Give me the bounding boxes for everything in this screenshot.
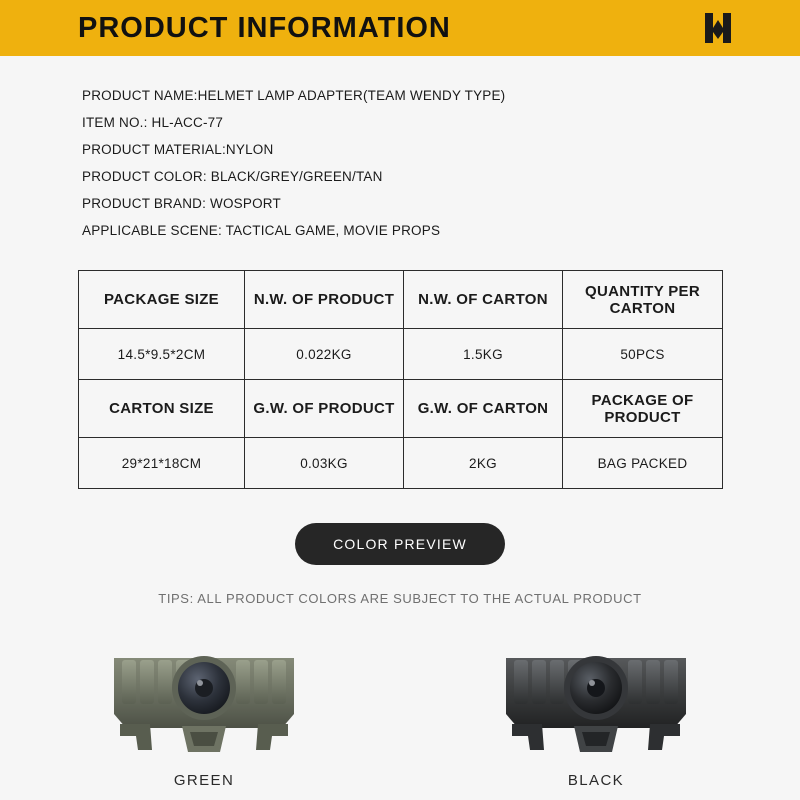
table-header-cell: QUANTITY PER CARTON — [563, 271, 723, 329]
spec-list — [0, 56, 800, 252]
table-cell: 14.5*9.5*2CM — [79, 329, 245, 380]
table-cell: 1.5KG — [404, 329, 563, 380]
table-header-cell: PACKAGE OF PRODUCT — [563, 380, 723, 438]
table-row — [79, 438, 723, 489]
swatch-label: GREEN — [173, 772, 235, 789]
table-row — [79, 271, 723, 329]
page-header — [0, 0, 800, 56]
packaging-table — [78, 270, 723, 489]
spec-line: ITEM NO.: HL-ACC-77 — [82, 115, 224, 130]
color-swatch-row — [0, 628, 800, 789]
swatch-label: BLACK — [567, 772, 625, 789]
wosport-w-logo-icon — [700, 7, 742, 49]
packaging-table-wrapper — [78, 270, 722, 489]
table-cell: 0.03KG — [245, 438, 404, 489]
table-header-cell: N.W. OF PRODUCT — [245, 271, 404, 329]
color-tips-text: TIPS: ALL PRODUCT COLORS ARE SUBJECT TO THE ACTUAL PRODUCT — [158, 591, 642, 606]
table-header-cell: G.W. OF CARTON — [404, 380, 563, 438]
table-header-cell: N.W. OF CARTON — [404, 271, 563, 329]
spec-line: PRODUCT COLOR: BLACK/GREY/GREEN/TAN — [82, 169, 383, 184]
page-body — [0, 56, 800, 800]
table-header-cell: PACKAGE SIZE — [79, 271, 245, 329]
color-swatch-green — [86, 628, 322, 789]
helmet-lamp-adapter-black-icon — [478, 628, 714, 758]
color-preview-section — [0, 523, 800, 565]
color-swatch-black — [478, 628, 714, 789]
helmet-lamp-adapter-green-icon — [86, 628, 322, 758]
table-cell: 0.022KG — [245, 329, 404, 380]
spec-line: APPLICABLE SCENE: TACTICAL GAME, MOVIE PROPS — [82, 223, 441, 238]
spec-line: PRODUCT BRAND: WOSPORT — [82, 196, 281, 211]
spec-line: PRODUCT MATERIAL:NYLON — [82, 142, 274, 157]
page-title: PRODUCT INFORMATION — [78, 11, 451, 44]
color-preview-badge: COLOR PREVIEW — [295, 523, 505, 565]
table-cell: 2KG — [404, 438, 563, 489]
table-row — [79, 380, 723, 438]
table-cell: 29*21*18CM — [79, 438, 245, 489]
table-header-cell: G.W. OF PRODUCT — [245, 380, 404, 438]
table-cell: BAG PACKED — [563, 438, 723, 489]
table-cell: 50PCS — [563, 329, 723, 380]
spec-line: PRODUCT NAME:HELMET LAMP ADAPTER(TEAM WENDY TYPE) — [82, 88, 506, 103]
table-header-cell: CARTON SIZE — [79, 380, 245, 438]
table-row — [79, 329, 723, 380]
